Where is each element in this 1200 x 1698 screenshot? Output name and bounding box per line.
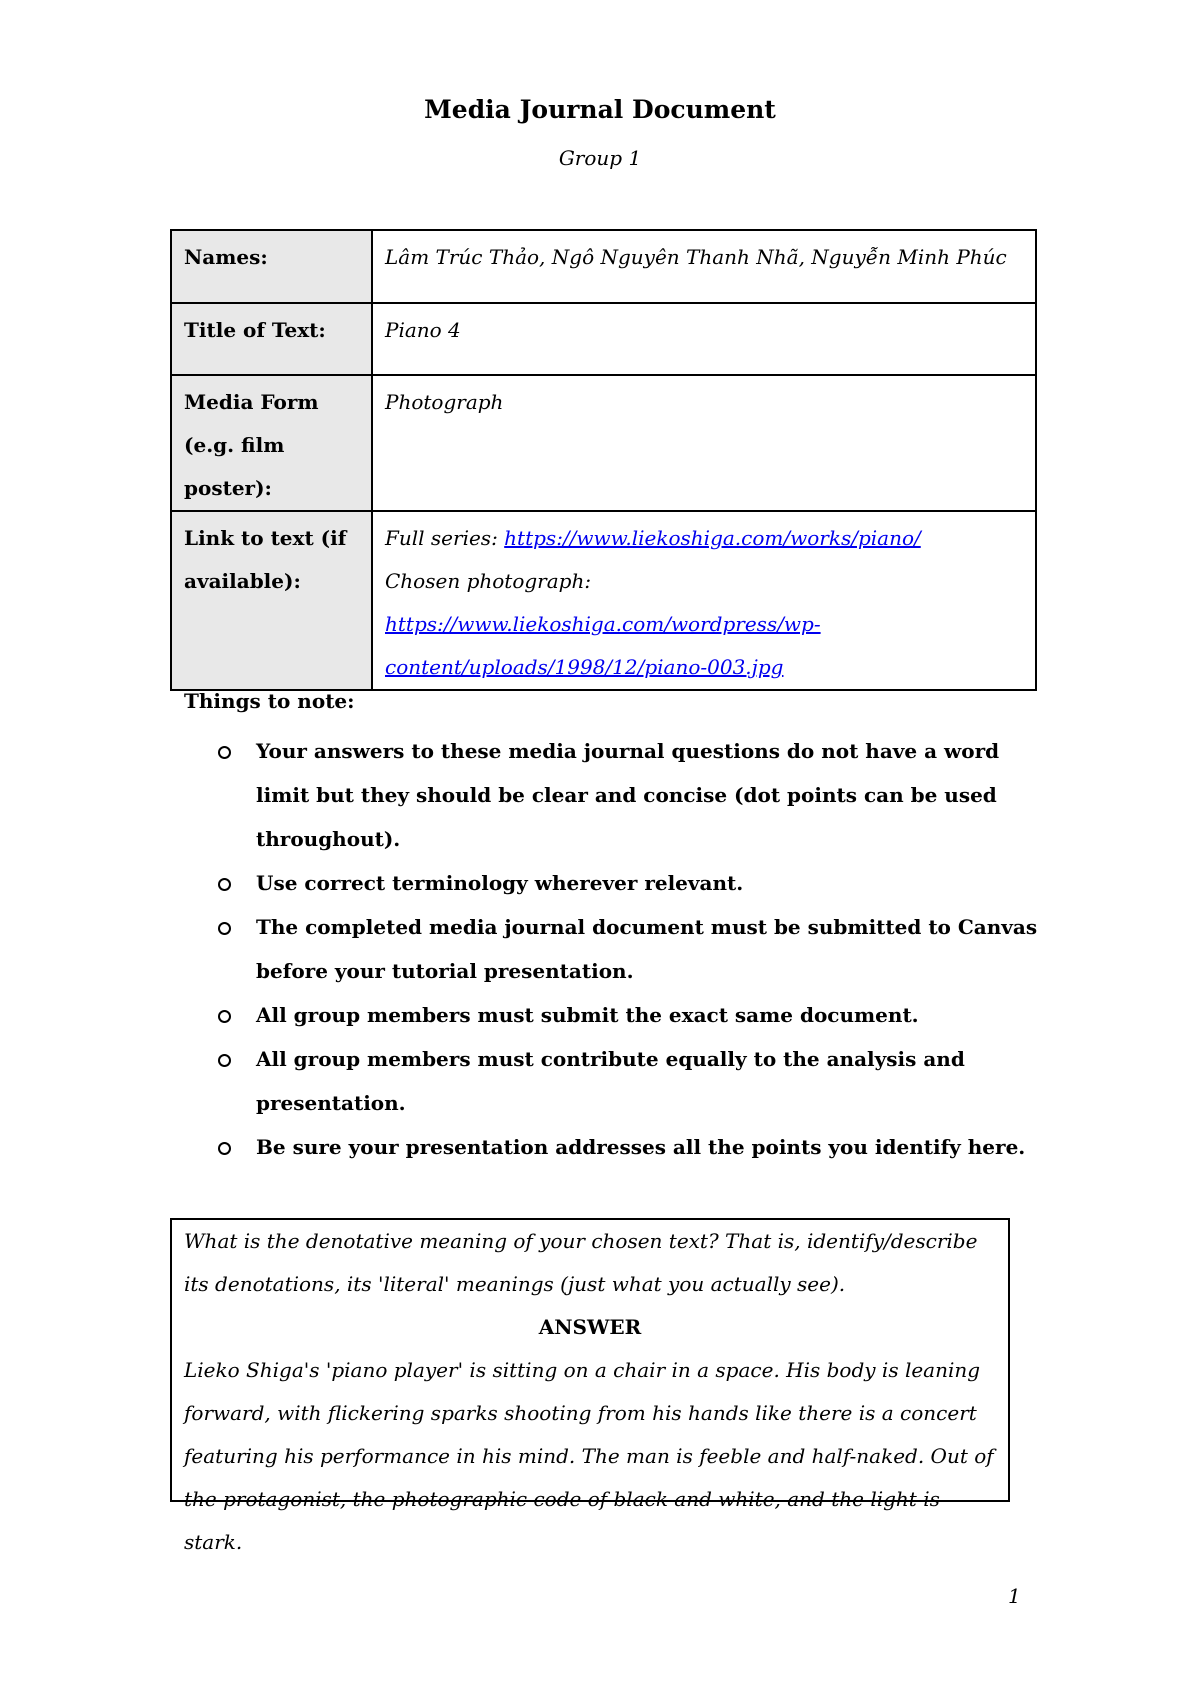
table-row-title xyxy=(171,303,1036,375)
table-row-media-form xyxy=(171,375,1036,511)
notes-list xyxy=(214,729,1044,1169)
list-item xyxy=(214,729,1044,861)
question-text: What is the denotative meaning of your chosen text? That is, identify/describe its denotations, its 'literal' meanings (just what you actually see). xyxy=(184,1229,978,1296)
title-value: Piano 4 xyxy=(372,303,1036,375)
question-answer-box xyxy=(170,1218,1010,1554)
list-item xyxy=(214,861,1044,905)
chosen-photograph-label: Chosen photograph: xyxy=(385,569,592,593)
document-title: Media Journal Document xyxy=(424,95,776,124)
note-text: Use correct terminology wherever relevant. xyxy=(256,871,744,895)
media-form-value: Photograph xyxy=(372,375,1036,511)
link-label: Link to text (if available): xyxy=(171,511,372,690)
bullet-icon xyxy=(218,1054,231,1067)
note-text: Your answers to these media journal questions do not have a word limit but they should be clear and concise (dot points can be used throughout). xyxy=(256,739,1000,851)
list-item xyxy=(214,905,1044,993)
note-text: All group members must contribute equally to the analysis and presentation. xyxy=(256,1047,965,1115)
answer-heading: ANSWER xyxy=(538,1315,642,1339)
link-value xyxy=(372,511,1036,690)
table-row-link xyxy=(171,511,1036,690)
answer-text: Lieko Shiga's 'piano player' is sitting on a chair in a space. His body is leaning forward, with flickering sparks shooting from his hands like there is a concert featuring his performance in his mind. The man is feeble and half-naked. Out of the protagonist, the photographic code of black and white, and the light is stark. xyxy=(184,1358,994,1554)
bullet-icon xyxy=(218,878,231,891)
note-text: Be sure your presentation addresses all the points you identify here. xyxy=(256,1135,1026,1159)
full-series-link[interactable]: https://www.liekoshiga.com/works/piano/ xyxy=(504,526,921,550)
bullet-icon xyxy=(218,1142,231,1155)
bullet-icon xyxy=(218,922,231,935)
chosen-photograph-link[interactable]: https://www.liekoshiga.com/wordpress/wp-content/uploads/1998/12/piano-003.jpg xyxy=(385,612,821,679)
note-text: The completed media journal document must be submitted to Canvas before your tutorial presentation. xyxy=(256,915,1038,983)
full-series-line xyxy=(385,517,1025,560)
full-series-label: Full series: xyxy=(385,526,505,550)
bullet-icon xyxy=(218,1010,231,1023)
media-form-label: Media Form (e.g. film poster): xyxy=(171,375,372,511)
note-text: All group members must submit the exact same document. xyxy=(256,1003,919,1027)
notes-heading: Things to note: xyxy=(184,689,355,713)
bullet-icon xyxy=(218,746,231,759)
title-label: Title of Text: xyxy=(171,303,372,375)
page-number: 1 xyxy=(1008,1584,1021,1608)
list-item xyxy=(214,1037,1044,1125)
list-item xyxy=(214,1125,1044,1169)
list-item xyxy=(214,993,1044,1037)
document-subtitle: Group 1 xyxy=(558,146,642,170)
table-row-names xyxy=(171,230,1036,303)
info-table xyxy=(170,229,1037,691)
names-label: Names: xyxy=(171,230,372,303)
names-value: Lâm Trúc Thảo, Ngô Nguyên Thanh Nhã, Nguyễn Minh Phúc xyxy=(372,230,1036,303)
